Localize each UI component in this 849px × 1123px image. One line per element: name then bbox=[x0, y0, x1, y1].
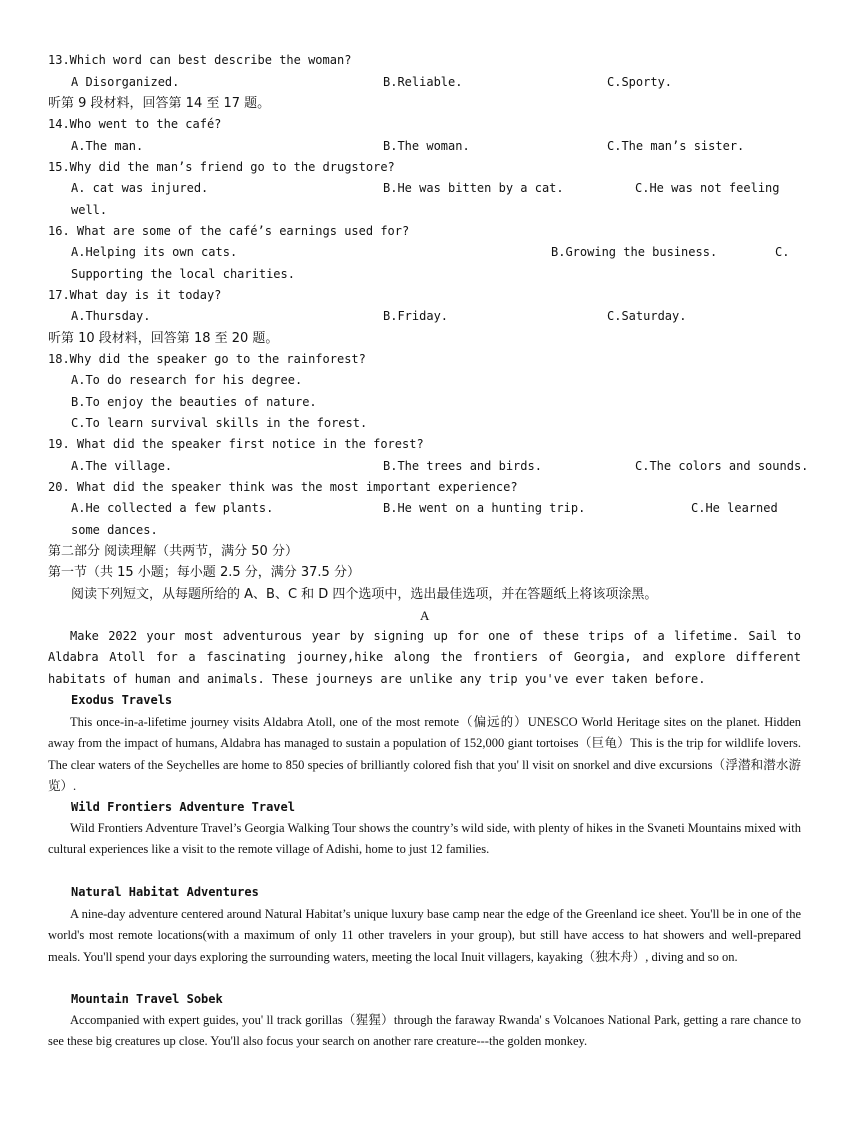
paragraph-mountain-travel-sobek: Accompanied with expert guides, you' ll track gorillas（猩猩）through the faraway Rwanda' s Volcanoes National Park, getting a rare chance to see these big creatures up close. You'll also focus your search on another rare creature---the golden monkey. bbox=[48, 1013, 801, 1049]
question-20-option-b: B.He went on a hunting trip. bbox=[383, 501, 586, 515]
question-20-option-c-continued: some dances. bbox=[71, 523, 158, 537]
question-17-option-b: B.Friday. bbox=[383, 309, 449, 323]
heading-natural-habitat: Natural Habitat Adventures bbox=[71, 885, 259, 899]
part-two-heading: 第二部分 阅读理解（共两节，满分 50 分） bbox=[48, 544, 298, 559]
question-16-option-c-continued: Supporting the local charities. bbox=[71, 267, 295, 281]
passage-label: A bbox=[420, 608, 430, 623]
question-17-option-a: A.Thursday. bbox=[71, 309, 151, 323]
question-16-option-b: B.Growing the business. bbox=[551, 245, 718, 259]
section-one-heading: 第一节（共 15 小题；每小题 2.5 分，满分 37.5 分） bbox=[48, 565, 360, 580]
heading-exodus-travels: Exodus Travels bbox=[71, 693, 173, 707]
question-15-option-c-continued: well. bbox=[71, 203, 108, 217]
question-13-option-c: C.Sporty. bbox=[607, 75, 673, 89]
question-16-option-a: A.Helping its own cats. bbox=[71, 245, 238, 259]
question-18-option-b: B.To enjoy the beauties of nature. bbox=[71, 395, 317, 409]
question-16-option-c: C. bbox=[775, 245, 790, 259]
paragraph-wild-frontiers: Wild Frontiers Adventure Travel’s Georgia Walking Tour shows the country’s wild side, with plenty of hikes in the Svaneti Mountains mixed with cultural experiences like a visit to the remote village of Adishi, home to just 12 families. bbox=[48, 821, 801, 857]
passage-intro: Make 2022 your most adventurous year by signing up for one of these trips of a lifetime. Sail to Aldabra Atoll for a fascinating journey,hike along the frontiers of Georgia, and explore different habitats of human and animals. These journeys are unlike any trip you've ever taken before. bbox=[48, 629, 801, 686]
question-14-option-b: B.The woman. bbox=[383, 139, 470, 153]
section-9-instruction: 听第 9 段材料，回答第 14 至 17 题。 bbox=[48, 96, 271, 111]
heading-mountain-travel-sobek: Mountain Travel Sobek bbox=[71, 992, 223, 1006]
question-13-option-b: B.Reliable. bbox=[383, 75, 463, 89]
paragraph-natural-habitat: A nine-day adventure centered around Natural Habitat’s unique luxury base camp near the edge of the Greenland ice sheet. You'll be in one of the world's most remote locations(with a maximum of only 11 other travelers in your group), but still have access to hat showers and well-prepared meals. You'll spend your days exploring the surrounding waters, meeting the local Inuit villagers, kayaking（独木舟）, diving and so on. bbox=[48, 907, 801, 964]
question-15-stem: 15.Why did the man’s friend go to the drugstore? bbox=[48, 160, 395, 174]
question-17-option-c: C.Saturday. bbox=[607, 309, 687, 323]
question-13-stem: 13.Which word can best describe the woman? bbox=[48, 53, 352, 67]
question-18-option-a: A.To do research for his degree. bbox=[71, 373, 303, 387]
question-17-stem: 17.What day is it today? bbox=[48, 288, 222, 302]
question-20-option-a: A.He collected a few plants. bbox=[71, 501, 274, 515]
question-14-stem: 14.Who went to the café? bbox=[48, 117, 222, 131]
question-15-option-c: C.He was not feeling bbox=[635, 181, 780, 195]
question-19-option-b: B.The trees and birds. bbox=[383, 459, 542, 473]
question-19-option-a: A.The village. bbox=[71, 459, 173, 473]
question-18-stem: 18.Why did the speaker go to the rainforest? bbox=[48, 352, 366, 366]
question-15-option-a: A. cat was injured. bbox=[71, 181, 209, 195]
question-14-option-c: C.The man’s sister. bbox=[607, 139, 745, 153]
question-13-option-a: A Disorganized. bbox=[71, 75, 180, 89]
question-19-option-c: C.The colors and sounds. bbox=[635, 459, 809, 473]
question-19-stem: 19. What did the speaker first notice in the forest? bbox=[48, 437, 424, 451]
paragraph-exodus-travels: This once-in-a-lifetime journey visits Aldabra Atoll, one of the most remote（偏远的）UNESCO World Heritage sites on the planet. Hidden away from the impact of humans, Aldabra has managed to sustain a population of 152,000 giant tortoises（巨龟）This is the trip for wildlife lovers. The clear waters of the Seychelles are home to 850 species of brilliantly colored fish that you' ll visit on snorkel and dive excursions（浮潜和潜水游览）. bbox=[48, 715, 801, 794]
question-20-stem: 20. What did the speaker think was the most important experience? bbox=[48, 480, 518, 494]
reading-instruction: 阅读下列短文，从每题所给的 A、B、C 和 D 四个选项中，选出最佳选项，并在答题纸上将该项涂黑。 bbox=[71, 587, 658, 602]
question-20-option-c: C.He learned bbox=[691, 501, 778, 515]
question-16-stem: 16. What are some of the café’s earnings used for? bbox=[48, 224, 410, 238]
question-15-option-b: B.He was bitten by a cat. bbox=[383, 181, 564, 195]
question-14-option-a: A.The man. bbox=[71, 139, 144, 153]
section-10-instruction: 听第 10 段材料，回答第 18 至 20 题。 bbox=[48, 331, 279, 346]
question-18-option-c: C.To learn survival skills in the forest. bbox=[71, 416, 368, 430]
heading-wild-frontiers: Wild Frontiers Adventure Travel bbox=[71, 800, 295, 814]
